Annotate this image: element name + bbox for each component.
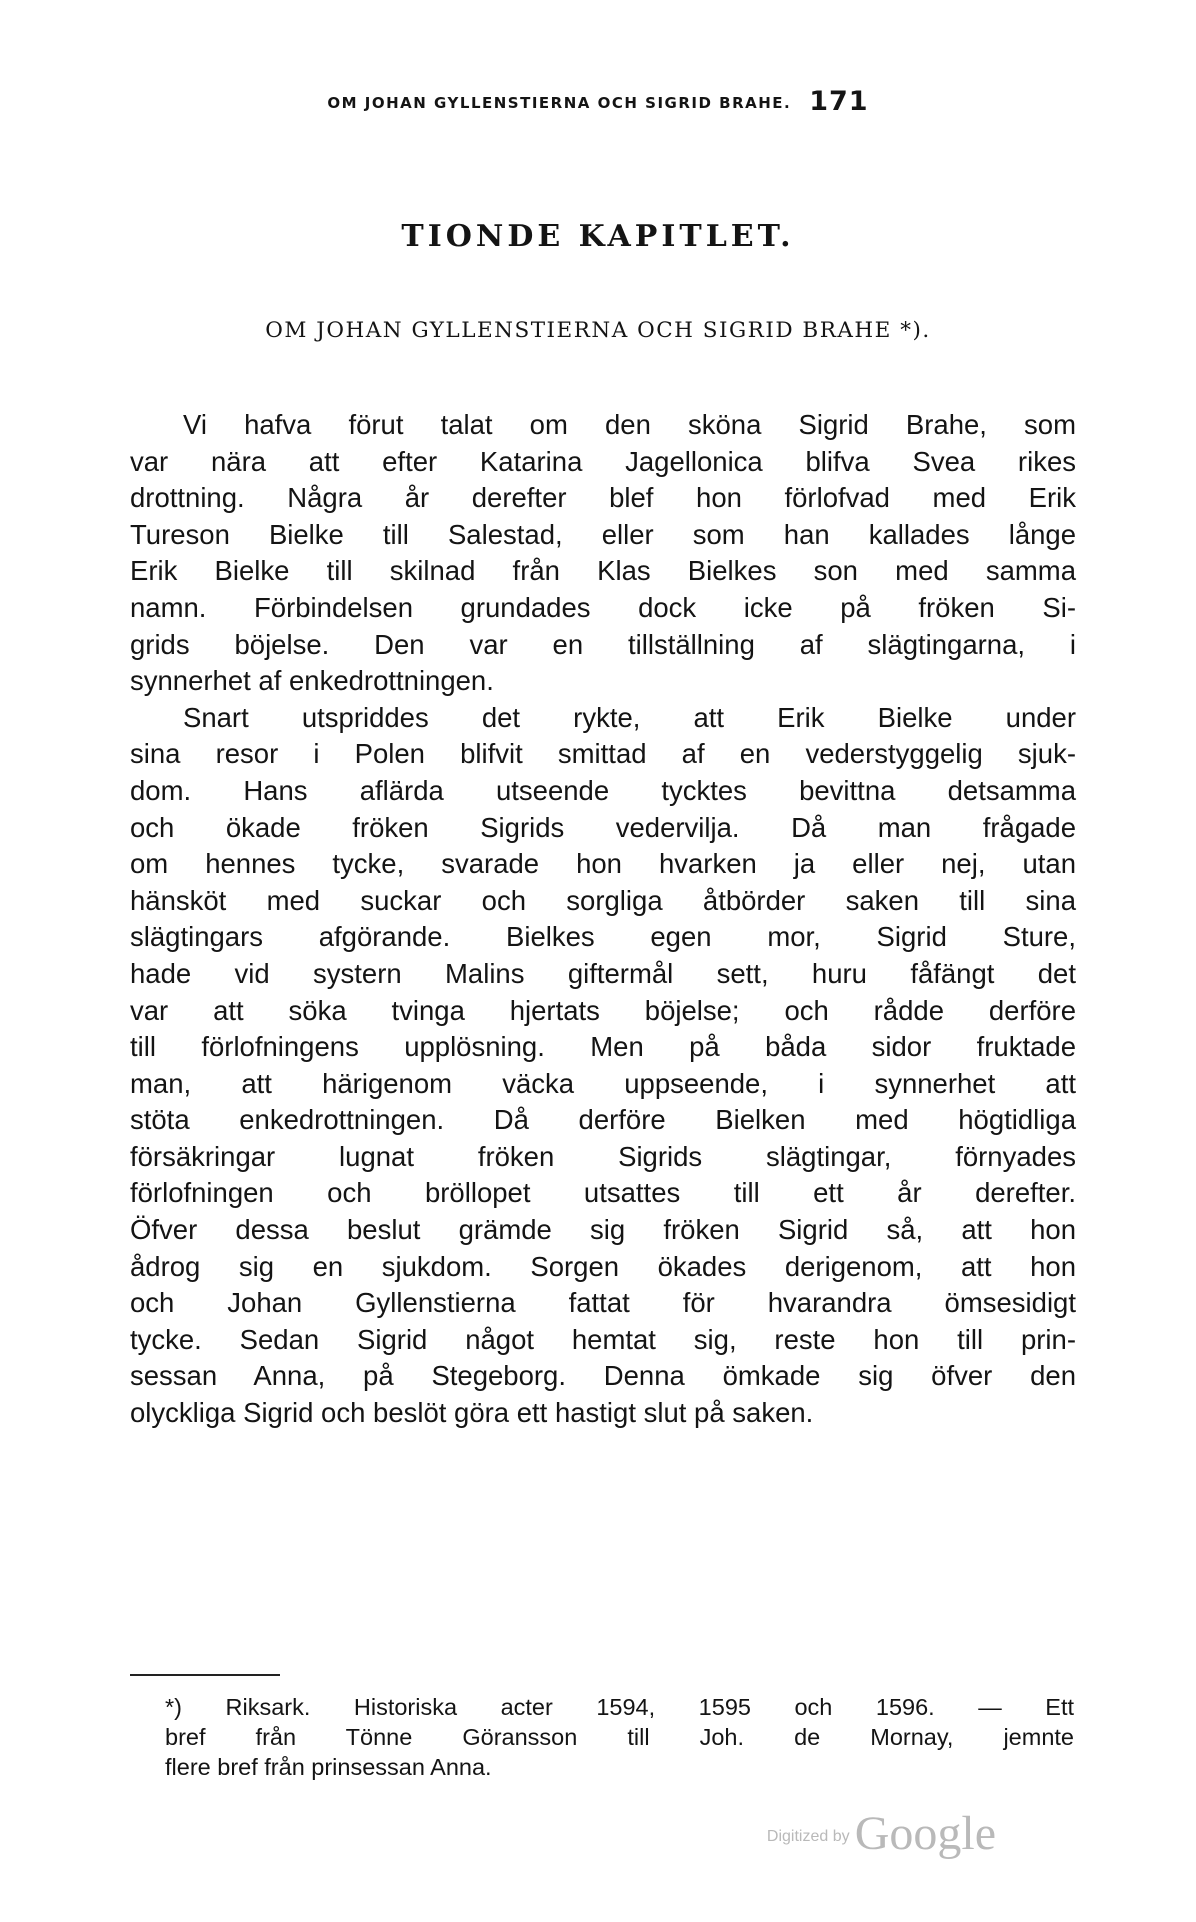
body-line: hänsköt med suckar och sorgliga åtbörder saken till sina	[130, 884, 1076, 916]
body-line: förlofningen och bröllopet utsattes till ett år derefter.	[130, 1177, 1076, 1209]
chapter-title: TIONDE KAPITLET.	[401, 219, 795, 254]
body-line: tycke. Sedan Sigrid något hemtat sig, reste hon till prin-	[130, 1323, 1076, 1355]
body-line: dom. Hans aflärda utseende tycktes bevittna detsamma	[130, 774, 1076, 806]
body-line: stöta enkedrottningen. Då derföre Bielken med högtidliga	[130, 1104, 1076, 1136]
body-line: och ökade fröken Sigrids vedervilja. Då man frågade	[130, 811, 1076, 843]
body-line: och Johan Gyllenstierna fattat för hvarandra ömsesidigt	[130, 1287, 1076, 1319]
body-line: sina resor i Polen blifvit smittad af en vederstyggelig sjuk-	[130, 738, 1076, 770]
body-line: namn. Förbindelsen grundades dock icke på fröken Si-	[130, 591, 1076, 623]
running-title: OM JOHAN GYLLENSTIERNA OCH SIGRID BRAHE.	[327, 94, 792, 112]
body-line: slägtingars afgörande. Bielkes egen mor, Sigrid Sture,	[130, 921, 1076, 953]
body-line: man, att härigenom väcka uppseende, i synnerhet att	[130, 1067, 1076, 1099]
page-number: 171	[809, 86, 869, 117]
body-line: hade vid systern Malins giftermål sett, huru fåfängt det	[130, 957, 1076, 989]
watermark-brand: Google	[854, 1807, 996, 1860]
body-line: försäkringar lugnat fröken Sigrids slägtingar, förnyades	[130, 1140, 1076, 1172]
body-line: drottning. Några år derefter blef hon förlofvad med Erik	[130, 482, 1076, 514]
body-line: Öfver dessa beslut grämde sig fröken Sigrid så, att hon	[130, 1214, 1076, 1246]
body-line: ådrog sig en sjukdom. Sorgen ökades derigenom, att hon	[130, 1250, 1076, 1282]
body-line: var nära att efter Katarina Jagellonica blifva Svea rikes	[130, 445, 1076, 477]
digitized-watermark	[767, 1806, 996, 1861]
body-line: Snart utspriddes det rykte, att Erik Bielke under	[183, 701, 1076, 733]
body-line: sessan Anna, på Stegeborg. Denna ömkade sig öfver den	[130, 1360, 1076, 1392]
footnote-line: bref från Tönne Göransson till Joh. de Mornay, jemnte	[165, 1724, 1074, 1750]
body-line: olyckliga Sigrid och beslöt göra ett hastigt slut på saken.	[130, 1397, 814, 1429]
body-line: om hennes tycke, svarade hon hvarken ja eller nej, utan	[130, 848, 1076, 880]
body-line: till förlofningens upplösning. Men på båda sidor fruktade	[130, 1031, 1076, 1063]
watermark-prefix: Digitized by	[766, 1828, 850, 1845]
body-line: Tureson Bielke till Salestad, eller som han kallades långe	[130, 518, 1076, 550]
body-line: synnerhet af enkedrottningen.	[130, 665, 494, 697]
body-text	[130, 407, 1076, 1432]
footnote	[165, 1692, 1074, 1782]
footnote-line: flere bref från prinsessan Anna.	[165, 1754, 492, 1780]
footnote-line: *) Riksark. Historiska acter 1594, 1595 och 1596. — Ett	[165, 1694, 1074, 1720]
section-title: OM JOHAN GYLLENSTIERNA OCH SIGRID BRAHE *).	[265, 318, 931, 343]
body-line: Erik Bielke till skilnad från Klas Bielkes son med samma	[130, 555, 1076, 587]
footnote-divider	[130, 1674, 280, 1676]
body-line: var att söka tvinga hjertats böjelse; och rådde derföre	[130, 994, 1076, 1026]
running-header	[0, 86, 1196, 117]
body-line: Vi hafva förut talat om den sköna Sigrid Brahe, som	[183, 409, 1076, 440]
body-line: grids böjelse. Den var en tillställning af slägtingarna, i	[130, 628, 1076, 660]
